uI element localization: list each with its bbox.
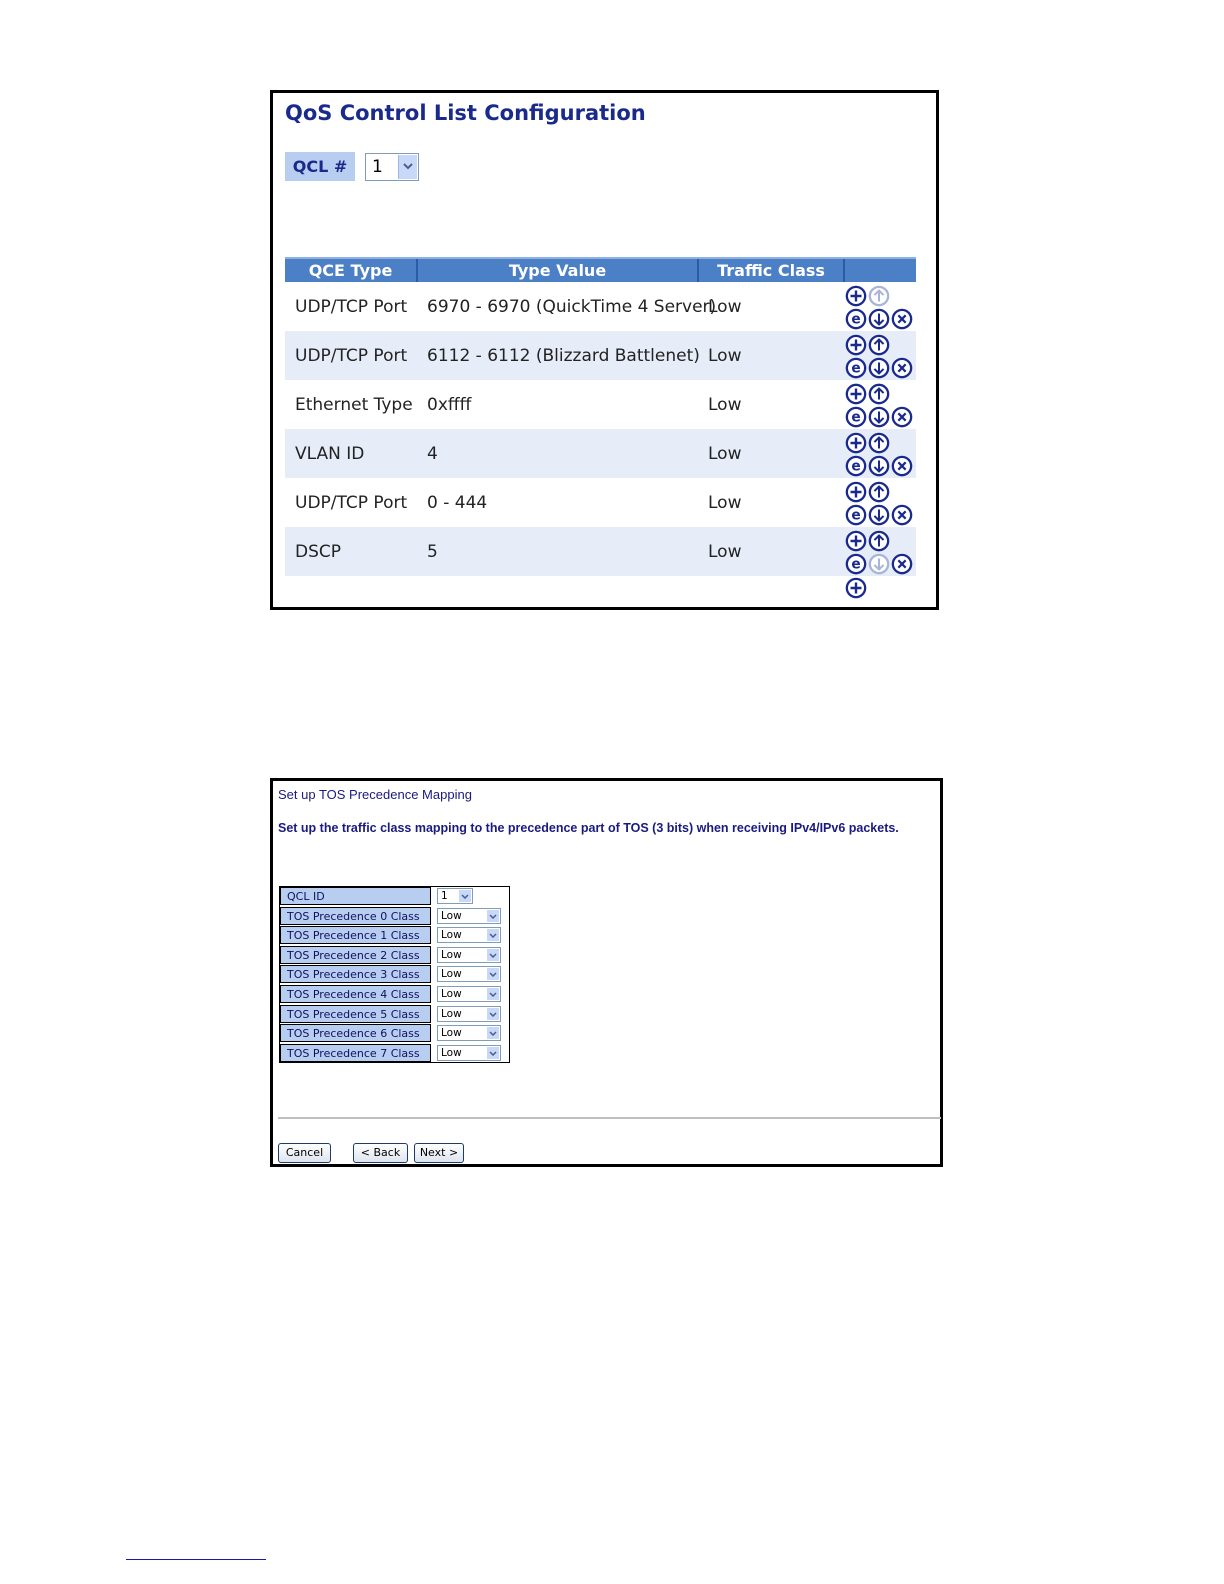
type-value-cell: 6112 - 6112 (Blizzard Battlenet) xyxy=(427,346,700,366)
tos-class-select[interactable] xyxy=(437,1045,501,1061)
down-arrow-icon[interactable] xyxy=(868,357,890,379)
qce-table-header xyxy=(285,257,916,282)
cancel-button[interactable]: Cancel xyxy=(278,1143,331,1163)
tos-precedence-row xyxy=(280,907,509,926)
table-row xyxy=(285,478,916,527)
row-actions xyxy=(845,334,917,380)
divider xyxy=(278,1117,941,1119)
tos-precedence-row xyxy=(280,1024,509,1043)
tos-panel xyxy=(270,778,943,1167)
qcl-id-value: 1 xyxy=(441,890,448,902)
tos-class-select[interactable] xyxy=(437,927,501,943)
down-arrow-icon[interactable] xyxy=(868,504,890,526)
chevron-down-icon xyxy=(487,1008,499,1020)
tos-precedence-label: TOS Precedence 7 Class xyxy=(280,1044,431,1062)
column-header-traffic-class: Traffic Class xyxy=(699,259,845,282)
down-arrow-icon[interactable] xyxy=(868,308,890,330)
chevron-down-icon xyxy=(487,988,499,1000)
svg-text:e: e xyxy=(851,458,861,475)
tos-mapping-table xyxy=(279,886,510,1063)
column-header-qce-type: QCE Type xyxy=(285,259,418,282)
edit-icon[interactable] xyxy=(845,504,867,526)
plus-icon[interactable] xyxy=(845,481,867,503)
tos-class-select[interactable] xyxy=(437,947,501,963)
tos-precedence-label: TOS Precedence 2 Class xyxy=(280,946,431,964)
plus-icon[interactable] xyxy=(845,432,867,454)
tos-precedence-label: TOS Precedence 5 Class xyxy=(280,1005,431,1023)
qcl-panel xyxy=(270,90,939,610)
up-arrow-icon[interactable] xyxy=(868,432,890,454)
table-row xyxy=(285,527,916,576)
row-actions xyxy=(845,481,917,527)
add-entry-button[interactable] xyxy=(845,577,869,601)
tos-precedence-label: TOS Precedence 6 Class xyxy=(280,1024,431,1042)
tos-class-select[interactable] xyxy=(437,986,501,1002)
tos-precedence-label: TOS Precedence 0 Class xyxy=(280,907,431,925)
tos-class-value: Low xyxy=(441,1007,462,1020)
chevron-down-icon xyxy=(459,890,471,902)
up-arrow-icon[interactable] xyxy=(868,530,890,552)
tos-class-value: Low xyxy=(441,988,462,1000)
svg-text:e: e xyxy=(851,311,861,328)
table-row xyxy=(285,429,916,478)
chevron-down-icon xyxy=(487,1027,499,1039)
plus-icon[interactable] xyxy=(845,285,867,307)
chevron-down-icon xyxy=(487,1047,499,1059)
plus-icon[interactable] xyxy=(845,334,867,356)
tos-class-value: Low xyxy=(441,909,462,922)
tos-class-select[interactable] xyxy=(437,1006,501,1022)
down-arrow-icon[interactable] xyxy=(868,406,890,428)
delete-icon[interactable] xyxy=(891,357,913,379)
svg-text:e: e xyxy=(851,360,861,377)
down-arrow-icon[interactable] xyxy=(868,553,890,575)
traffic-class-cell: Low xyxy=(708,346,742,366)
tos-precedence-row xyxy=(280,1044,509,1063)
tos-precedence-row xyxy=(280,926,509,945)
tos-precedence-label: TOS Precedence 1 Class xyxy=(280,926,431,944)
type-value-cell: 0 - 444 xyxy=(427,493,488,513)
back-button[interactable]: < Back xyxy=(353,1143,408,1163)
tos-precedence-row xyxy=(280,1005,509,1024)
tos-precedence-row xyxy=(280,985,509,1004)
delete-icon[interactable] xyxy=(891,455,913,477)
tos-precedence-label: TOS Precedence 3 Class xyxy=(280,965,431,983)
qce-type-cell: UDP/TCP Port xyxy=(295,493,408,513)
edit-icon[interactable] xyxy=(845,455,867,477)
table-row xyxy=(285,380,916,429)
type-value-cell: 5 xyxy=(427,542,438,562)
tos-precedence-row xyxy=(280,946,509,965)
qce-type-cell: Ethernet Type xyxy=(295,395,413,415)
up-arrow-icon[interactable] xyxy=(868,481,890,503)
qce-type-cell: UDP/TCP Port xyxy=(295,297,408,317)
chevron-down-icon xyxy=(487,949,499,961)
svg-text:e: e xyxy=(851,556,861,573)
svg-text:e: e xyxy=(851,409,861,426)
qcl-number-select[interactable] xyxy=(365,153,419,181)
table-row xyxy=(285,331,916,380)
table-row xyxy=(285,282,916,331)
qce-type-cell: UDP/TCP Port xyxy=(295,346,408,366)
chevron-down-icon xyxy=(487,929,499,941)
delete-icon[interactable] xyxy=(891,504,913,526)
footer-link-underline xyxy=(126,1559,266,1560)
qcl-id-row xyxy=(280,887,509,906)
traffic-class-cell: Low xyxy=(708,444,742,464)
traffic-class-cell: Low xyxy=(708,395,742,415)
page-title: QoS Control List Configuration xyxy=(285,101,646,125)
row-actions xyxy=(845,383,917,429)
down-arrow-icon[interactable] xyxy=(868,455,890,477)
tos-class-select[interactable] xyxy=(437,966,501,982)
svg-text:e: e xyxy=(851,507,861,524)
tos-precedence-row xyxy=(280,965,509,984)
tos-title: Set up TOS Precedence Mapping xyxy=(278,787,472,802)
chevron-down-icon xyxy=(487,968,499,980)
row-actions xyxy=(845,432,917,478)
traffic-class-cell: Low xyxy=(708,297,742,317)
tos-description: Set up the traffic class mapping to the precedence part of TOS (3 bits) when receiving IPv4/IPv6 packets. xyxy=(278,821,899,835)
up-arrow-icon[interactable] xyxy=(868,285,890,307)
qcl-id-label: QCL ID xyxy=(280,887,431,905)
plus-icon[interactable] xyxy=(845,383,867,405)
tos-class-value: Low xyxy=(441,1046,462,1059)
type-value-cell: 4 xyxy=(427,444,438,464)
qce-type-cell: DSCP xyxy=(295,542,342,562)
edit-icon[interactable] xyxy=(845,406,867,428)
chevron-down-icon xyxy=(398,155,417,179)
qce-type-cell: VLAN ID xyxy=(295,444,365,464)
type-value-cell: 6970 - 6970 (QuickTime 4 Server) xyxy=(427,297,717,317)
up-arrow-icon[interactable] xyxy=(868,334,890,356)
tos-class-value: Low xyxy=(441,968,462,981)
row-actions xyxy=(845,285,917,331)
delete-icon[interactable] xyxy=(891,308,913,330)
edit-icon[interactable] xyxy=(845,308,867,330)
tos-class-value: Low xyxy=(441,1027,462,1040)
delete-icon[interactable] xyxy=(891,553,913,575)
edit-icon[interactable] xyxy=(845,553,867,575)
qcl-number-value: 1 xyxy=(372,157,383,177)
type-value-cell: 0xffff xyxy=(427,395,472,415)
column-header-actions xyxy=(845,259,916,282)
traffic-class-cell: Low xyxy=(708,542,742,562)
qcl-number-label: QCL # xyxy=(285,152,355,181)
delete-icon[interactable] xyxy=(891,406,913,428)
chevron-down-icon xyxy=(487,910,499,922)
row-actions xyxy=(845,530,917,576)
up-arrow-icon[interactable] xyxy=(868,383,890,405)
edit-icon[interactable] xyxy=(845,357,867,379)
tos-class-select[interactable] xyxy=(437,908,501,924)
traffic-class-cell: Low xyxy=(708,493,742,513)
plus-icon[interactable] xyxy=(845,530,867,552)
tos-class-select[interactable] xyxy=(437,1025,501,1041)
column-header-type-value: Type Value xyxy=(418,259,699,282)
tos-precedence-label: TOS Precedence 4 Class xyxy=(280,985,431,1003)
qcl-id-select[interactable] xyxy=(437,888,473,904)
tos-class-value: Low xyxy=(441,929,462,942)
tos-class-value: Low xyxy=(441,948,462,961)
next-button[interactable]: Next > xyxy=(414,1143,464,1163)
